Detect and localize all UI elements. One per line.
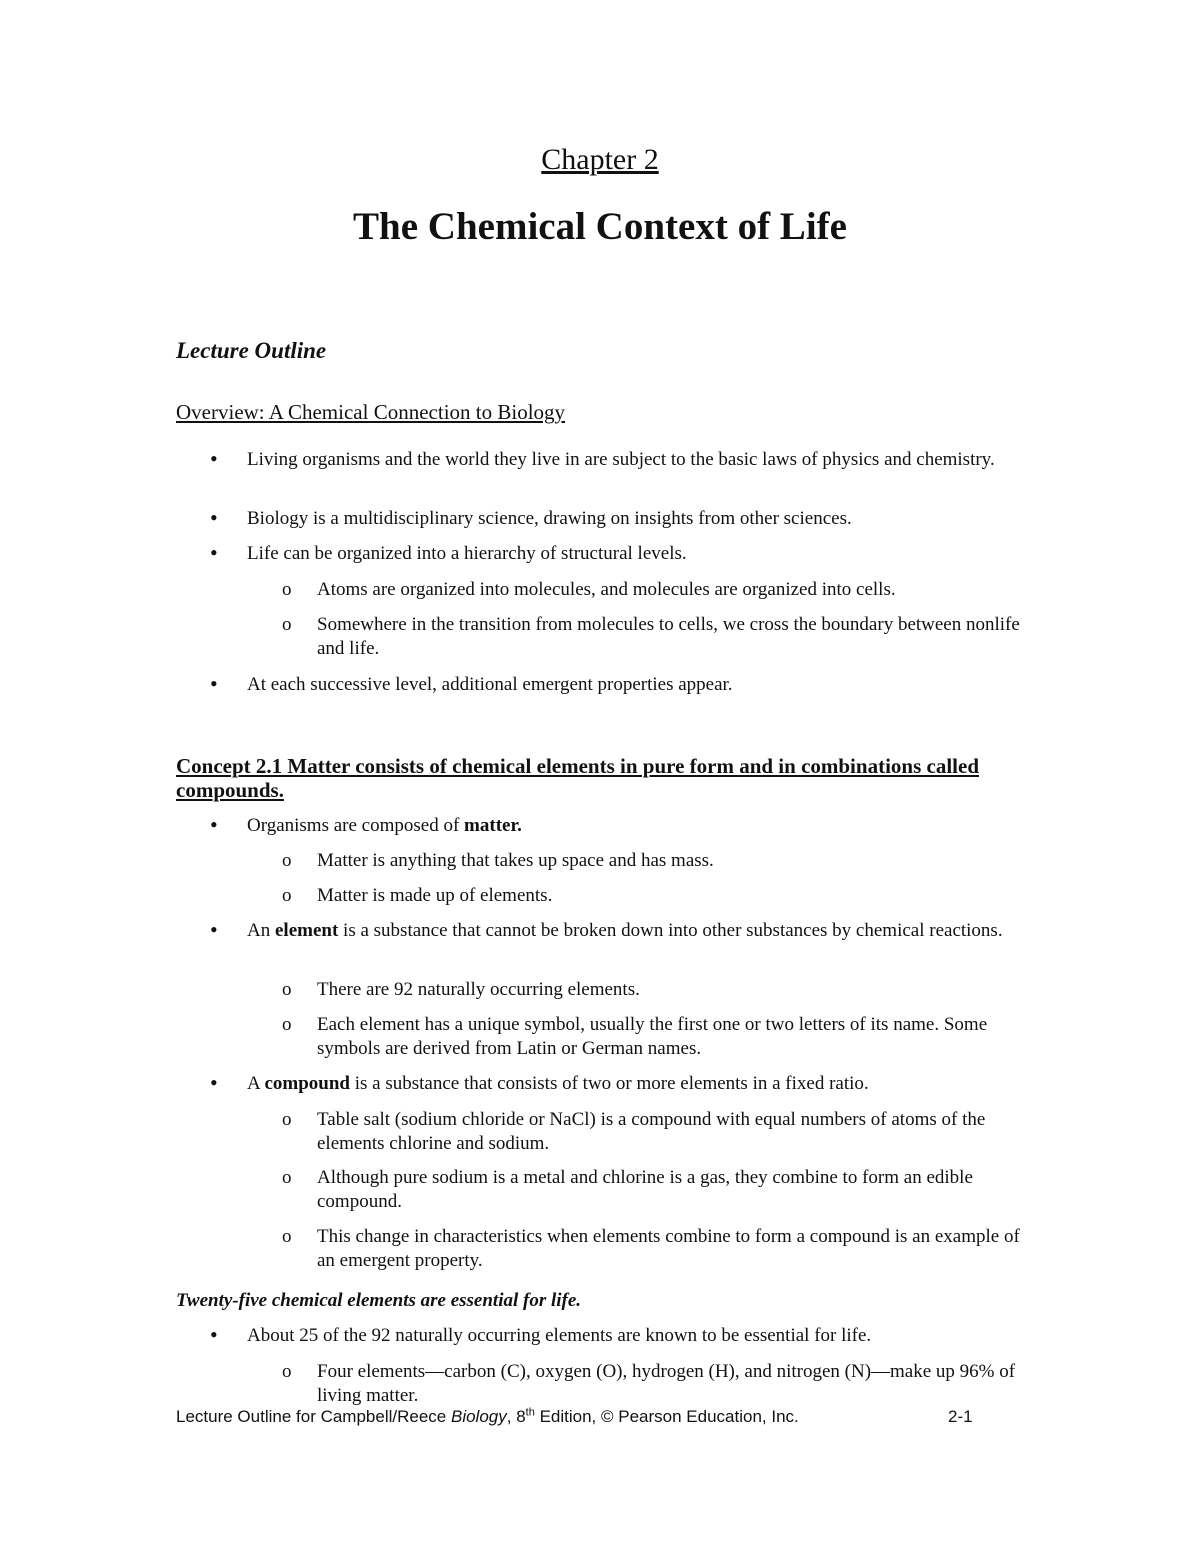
sub-bullet-marker: o [282,979,292,1000]
bullet-marker: • [210,1070,218,1095]
sub-bullet-marker: o [282,1109,292,1130]
concept-sub-matter-a: Matter is anything that takes up space and has mass. [317,850,714,871]
overview-bullet-2: Biology is a multidisciplinary science, drawing on insights from other sciences. [247,508,852,529]
concept-bullet-compound: A compound is a substance that consists of two or more elements in a fixed ratio. [247,1073,869,1094]
concept-bullet-matter: Organisms are composed of matter. [247,815,522,836]
bullet-marker: • [210,917,218,942]
sub-bullet-marker: o [282,1014,292,1035]
chapter-label: Chapter 2 [541,143,659,176]
overview-bullet-3: Life can be organized into a hierarchy of structural levels. [247,543,687,564]
overview-heading: Overview: A Chemical Connection to Biology [176,400,566,424]
concept-heading: Concept 2.1 Matter consists of chemical elements in pure form and in combinations called compounds. [176,754,979,802]
lecture-outline-label: Lecture Outline [176,338,327,363]
term-compound: compound [264,1073,350,1094]
essential-bullet-1: About 25 of the 92 naturally occurring elements are known to be essential for life. [247,1325,872,1346]
sub-bullet-marker: o [282,614,292,635]
concept-bullet-element: An element is a substance that cannot be broken down into other substances by chemical reactions. [247,920,1003,941]
sub-bullet-marker: o [282,579,292,600]
term-element: element [274,920,339,941]
term-matter: matter. [464,815,522,836]
concept-sub-element-a: There are 92 naturally occurring elements. [317,979,640,1000]
concept-sub-compound-b: Although pure sodium is a metal and chlorine is a gas, they combine to form an edible compound. [317,1167,973,1212]
sub-bullet-marker: o [282,1361,292,1382]
bullet-marker: • [210,812,218,837]
sub-bullet-marker: o [282,1167,292,1188]
concept-sub-matter-b: Matter is made up of elements. [317,885,553,906]
bullet-marker: • [210,671,218,696]
overview-bullet-4: At each successive level, additional emergent properties appear. [247,674,733,695]
bullet-marker: • [210,540,218,565]
sub-bullet-marker: o [282,850,292,871]
bullet-marker: • [210,1322,218,1347]
concept-sub-compound-a: Table salt (sodium chloride or NaCl) is a compound with equal numbers of atoms of the elements chlorine and sodium. [317,1109,986,1154]
concept-sub-element-b: Each element has a unique symbol, usually the first one or two letters of its name. Some symbols are derived from Latin or German names. [317,1014,988,1059]
concept-sub-compound-c: This change in characteristics when elements combine to form a compound is an example of an emergent property. [317,1226,1020,1271]
essential-heading: Twenty-five chemical elements are essential for life. [176,1290,582,1311]
sub-bullet-marker: o [282,1226,292,1247]
essential-sub-1a: Four elements—carbon (C), oxygen (O), hydrogen (H), and nitrogen (N)—make up 96% of living matter. [317,1361,1016,1406]
bullet-marker: • [210,505,218,530]
bullet-marker: • [210,446,218,471]
page-footer: Lecture Outline for Campbell/Reece Biology, 8th Edition, © Pearson Education, Inc. [176,1406,799,1426]
page-number: 2-1 [948,1407,973,1426]
chapter-title: The Chemical Context of Life [353,205,847,248]
sub-bullet-marker: o [282,885,292,906]
book-title: Biology [450,1407,507,1426]
overview-sub-3b: Somewhere in the transition from molecules to cells, we cross the boundary between nonlife and life. [317,614,1020,659]
overview-sub-3a: Atoms are organized into molecules, and molecules are organized into cells. [317,579,896,600]
overview-bullet-1: Living organisms and the world they live in are subject to the basic laws of physics and chemistry. [247,449,995,470]
